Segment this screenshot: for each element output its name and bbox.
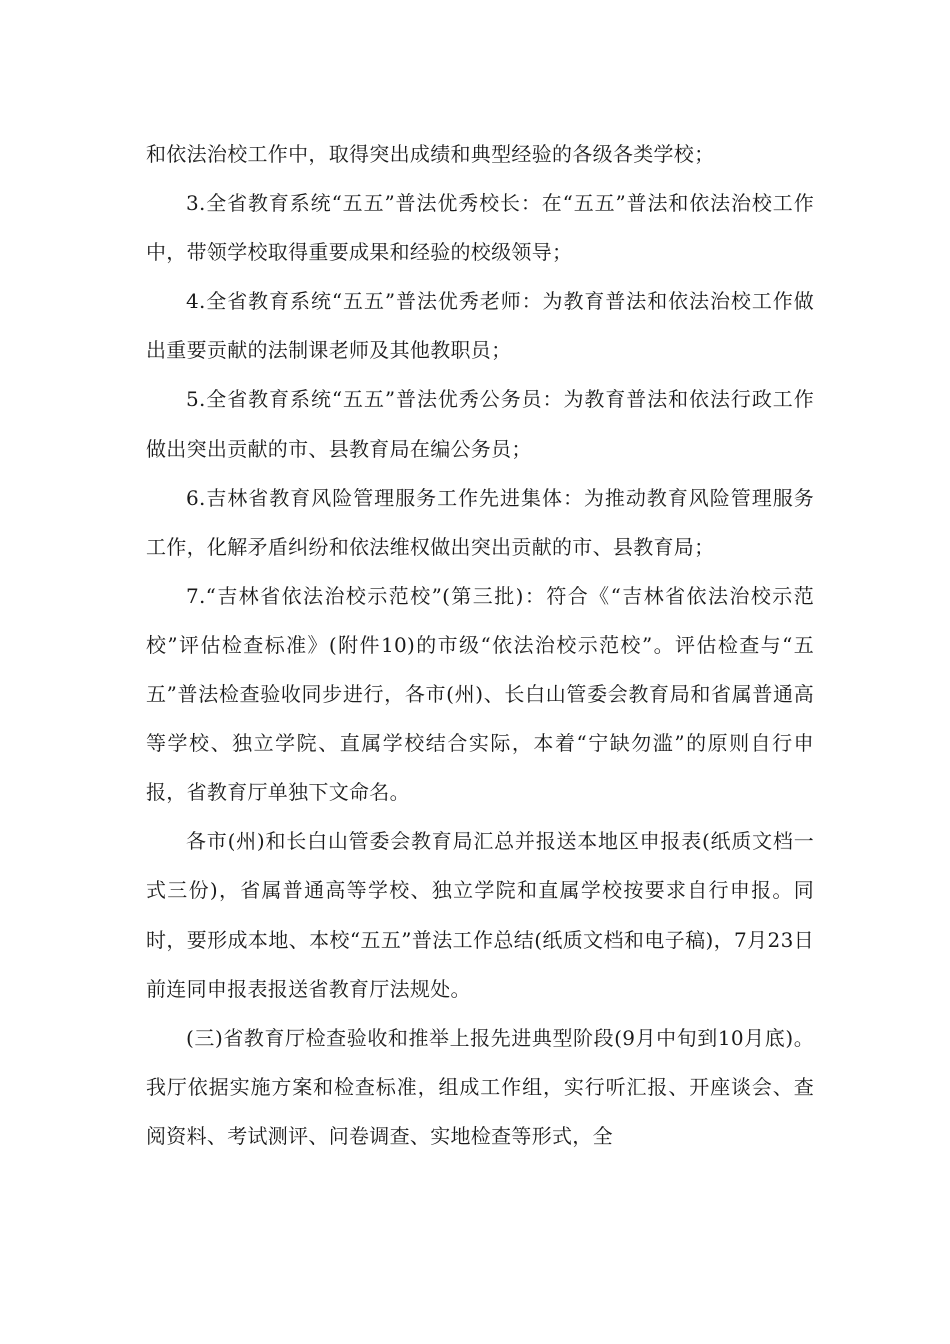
paragraph-continuation: 和依法治校工作中，取得突出成绩和典型经验的各级各类学校；	[146, 142, 715, 166]
paragraph-submission: 各市(州)和长白山管委会教育局汇总并报送本地区申报表(纸质文档一式三份)，省属普通高等学校、独立学院和直属学校按要求自行申报。同时，要形成本地、本校“五五”普法工作总结(纸质文档和电子稿)，7月23日前连同申报表报送省教育厅法规处。	[146, 829, 814, 1001]
document-body	[146, 130, 814, 1161]
paragraph-item-5: 5.全省教育系统“五五”普法优秀公务员：为教育普法和依法行政工作做出突出贡献的市、县教育局在编公务员；	[146, 387, 814, 461]
paragraph-item-3: 3.全省教育系统“五五”普法优秀校长：在“五五”普法和依法治校工作中，带领学校取得重要成果和经验的校级领导；	[146, 191, 814, 265]
paragraph-item-4: 4.全省教育系统“五五”普法优秀老师：为教育普法和依法治校工作做出重要贡献的法制课老师及其他教职员；	[146, 289, 814, 363]
paragraph-item-6: 6.吉林省教育风险管理服务工作先进集体：为推动教育风险管理服务工作，化解矛盾纠纷和依法维权做出突出贡献的市、县教育局；	[146, 485, 814, 559]
paragraph-item-7: 7.“吉林省依法治校示范校”(第三批)：符合《“吉林省依法治校示范校”评估检查标准》(附件10)的市级“依法治校示范校”。评估检查与“五五”普法检查验收同步进行，各市(州)、长白山管委会教育局和省属普通高等学校、独立学院、直属学校结合实际，本着“宁缺勿滥”的原则自行申报，省教育厅单独下文命名。	[146, 583, 814, 805]
paragraph-stage-three: (三)省教育厅检查验收和推举上报先进典型阶段(9月中旬到10月底)。我厅依据实施方案和检查标准，组成工作组，实行听汇报、开座谈会、查阅资料、考试测评、问卷调查、实地检查等形式，全	[146, 1025, 814, 1148]
